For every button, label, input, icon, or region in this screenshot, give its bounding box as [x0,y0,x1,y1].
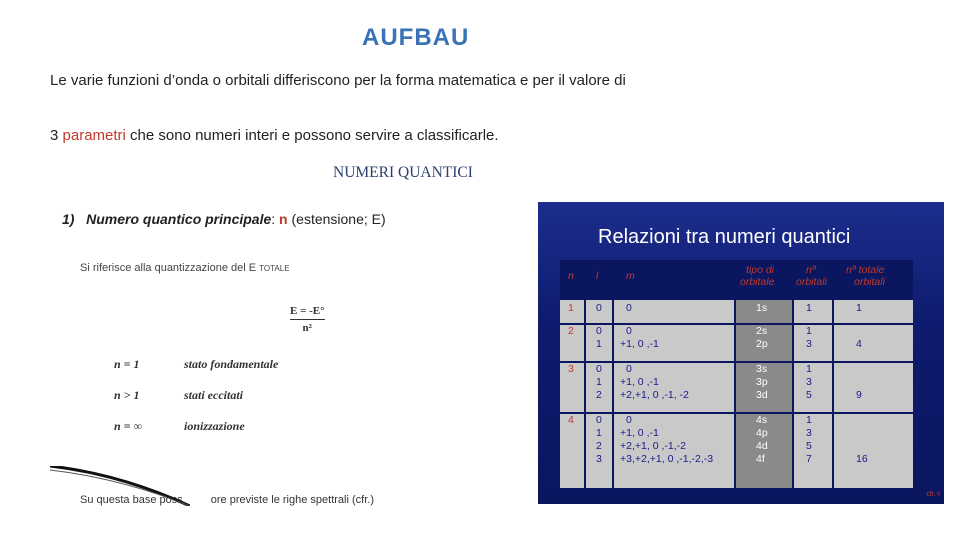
header-m: m [626,270,635,282]
cell-l: 1 [596,338,602,350]
column-divider [584,260,586,488]
item-label: Numero quantico principale [86,211,272,227]
cell-orbital-type: 1s [756,302,768,314]
state-n-3: n = ∞ [114,419,143,433]
cell-m: 0 [626,363,632,375]
cell-orbital-count: 1 [806,414,812,426]
cell-orbital-type: 3s [756,363,768,375]
state-label-3: ionizzazione [184,419,245,433]
header-tipo-2: orbitale [740,276,775,288]
header-no-2: orbitali [796,276,827,288]
cell-m: +1, 0 ,-1 [620,427,659,439]
energy-note-text: Si riferisce alla quantizzazione del E [80,262,257,274]
row-divider [560,488,913,490]
energy-note [80,262,290,274]
cell-n: 1 [568,302,574,314]
item-colon: : [271,211,280,227]
slide-title: Relazioni tra numeri quantici [598,226,851,248]
cell-l: 1 [596,376,602,388]
intro-line-2-rest: che sono numeri interi e possono servire a classificarle. [125,127,499,144]
cell-orbital-count: 3 [806,338,812,350]
cell-orbital-type: 4s [756,414,768,426]
cell-total-orbitals: 1 [856,302,862,314]
cell-l: 0 [596,363,602,375]
cell-n: 3 [568,363,574,375]
intro-line-1: Le varie funzioni d’onda o orbitali differiscono per la forma matematica e per il valore di [50,72,626,89]
cell-orbital-type: 2p [756,338,768,350]
column-divider [792,260,794,488]
footer-note [80,494,374,506]
intro-line-2-num: 3 [50,127,63,144]
energy-formula [290,305,325,334]
slide-reference: cfr.-I [926,491,940,498]
cell-m: +2,+1, 0 ,-1, -2 [620,389,689,401]
cell-orbital-type: 4d [756,440,768,452]
intro-line-2 [50,127,499,144]
cell-l: 0 [596,325,602,337]
cell-orbital-count: 5 [806,389,812,401]
cell-l: 1 [596,427,602,439]
section-heading: NUMERI QUANTICI [333,164,473,181]
state-label-2: stati eccitati [184,388,243,402]
cell-l: 2 [596,440,602,452]
cell-total-orbitals: 16 [856,453,868,465]
cell-orbital-count: 1 [806,302,812,314]
principal-quantum-number-item [62,211,386,227]
cell-m: +2,+1, 0 ,-1,-2 [620,440,686,452]
cell-orbital-type: 3d [756,389,768,401]
column-divider [612,260,614,488]
column-divider [734,260,736,488]
header-tot-2: orbitali [854,276,885,288]
cell-l: 0 [596,414,602,426]
item-symbol: n [279,211,288,227]
header-no: nº [806,264,816,276]
item-number: 1) [62,211,75,227]
cell-l: 0 [596,302,602,314]
footer-end: ore previste le righe spettrali (cfr.) [210,494,374,506]
cell-l: 2 [596,389,602,401]
cell-total-orbitals: 4 [856,338,862,350]
state-n-1: n = 1 [114,357,140,371]
footer-start: Su questa base poss [80,494,183,506]
header-l: l [596,270,599,282]
cell-m: +3,+2,+1, 0 ,-1,-2,-3 [620,453,714,465]
cell-m: +1, 0 ,-1 [620,376,659,388]
column-divider [832,260,834,488]
cell-orbital-count: 1 [806,363,812,375]
formula-denominator: n² [290,319,325,334]
cell-m: 0 [626,414,632,426]
energy-note-subscript: TOTALE [259,264,290,273]
formula-numerator: E = -E° [290,305,325,317]
cell-orbital-count: 5 [806,440,812,452]
quantum-numbers-slide [538,202,944,504]
cell-m: 0 [626,325,632,337]
cell-m: +1, 0 ,-1 [620,338,659,350]
quantum-numbers-table [560,260,913,488]
cell-orbital-count: 3 [806,376,812,388]
page-title: AUFBAU [362,24,470,51]
cell-n: 2 [568,325,574,337]
cell-l: 3 [596,453,602,465]
cell-total-orbitals: 9 [856,389,862,401]
cell-orbital-count: 1 [806,325,812,337]
state-n-2: n > 1 [114,388,140,402]
cell-n: 4 [568,414,574,426]
cell-orbital-type: 4p [756,427,768,439]
header-tot: nº totale [846,264,885,276]
header-n: n [568,270,574,282]
cell-orbital-type: 3p [756,376,768,388]
cell-orbital-count: 3 [806,427,812,439]
cell-orbital-type: 2s [756,325,768,337]
header-tipo: tipo di [746,264,775,276]
cell-m: 0 [626,302,632,314]
state-label-1: stato fondamentale [184,357,279,371]
intro-line-2-highlight: parametri [62,127,126,144]
item-rest: (estensione; E) [287,211,386,227]
cell-orbital-type: 4f [756,453,765,465]
cell-orbital-count: 7 [806,453,812,465]
